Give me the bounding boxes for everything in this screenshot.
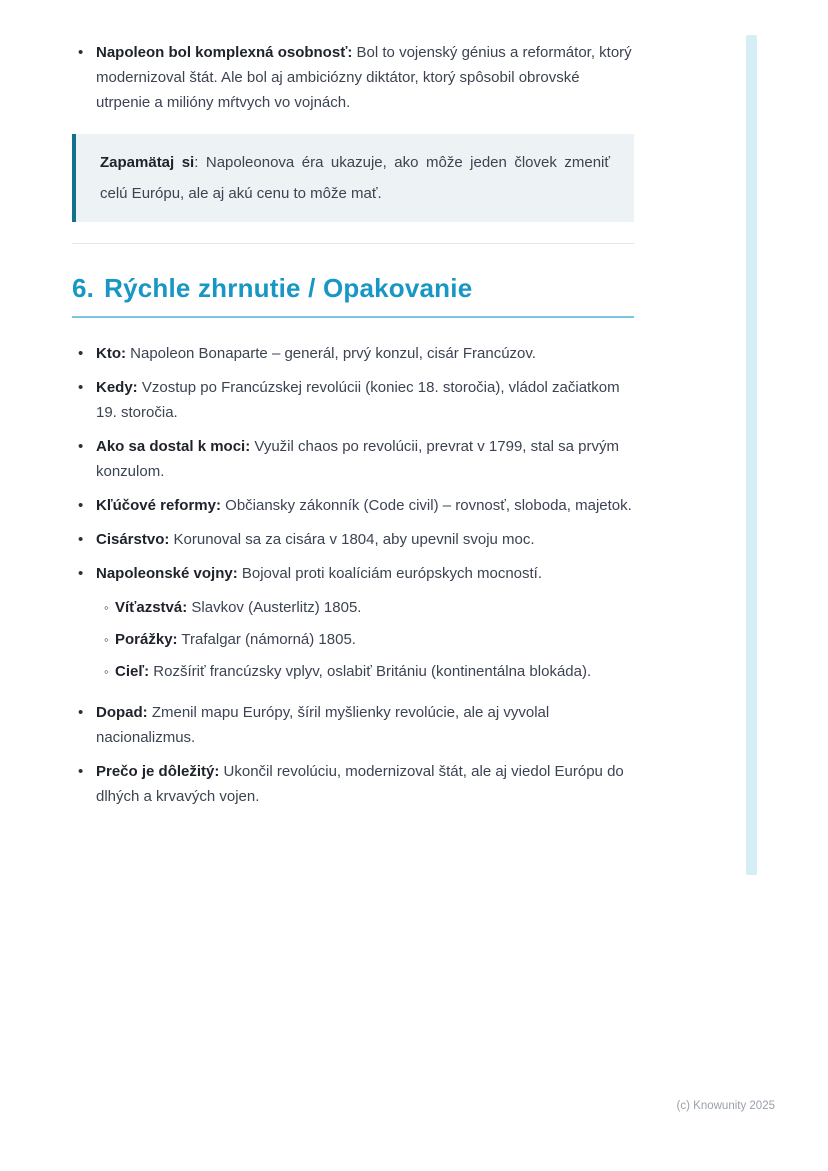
bullet-icon: • [78, 438, 84, 455]
item-text: Slavkov (Austerlitz) 1805. [187, 599, 362, 616]
item-text: Napoleon Bonaparte – generál, prvý konzul, cisár Francúzov. [126, 345, 536, 362]
circle-bullet-icon: ◦ [104, 600, 109, 615]
circle-bullet-icon: ◦ [104, 632, 109, 647]
document-content [72, 40, 634, 818]
item-label: Kľúčové reformy: [96, 497, 221, 514]
item-label: Kedy: [96, 379, 138, 396]
page-edge-bar [746, 35, 757, 875]
summary-section [72, 341, 634, 809]
bullet-icon: • [78, 565, 84, 582]
item-text: Rozšíriť francúzsky vplyv, oslabiť Britániu (kontinentálna blokáda). [149, 663, 592, 680]
bullet-icon: • [78, 763, 84, 780]
item-label: Porážky: [115, 631, 178, 648]
list-item [72, 40, 634, 115]
item-text: Bojoval proti koalíciám európskych mocností. [237, 565, 543, 582]
callout-label: Zapamätaj si [100, 154, 195, 171]
summary-list [72, 341, 634, 809]
item-label: Víťazstvá: [115, 599, 188, 616]
item-text: Korunoval sa za cisára v 1804, aby upevnil svoju moc. [169, 531, 535, 548]
item-label: Kto: [96, 345, 126, 362]
callout-text: : Napoleonova éra ukazuje, ako môže jeden človek zmeniť celú Európu, ale aj akú cenu to môže mať. [100, 154, 610, 202]
section-number: 6. [72, 273, 95, 303]
sub-list-item [97, 627, 634, 652]
section-title-text: Rýchle zhrnutie / Opakovanie [104, 273, 473, 303]
list-item [72, 375, 634, 425]
item-text: Občiansky zákonník (Code civil) – rovnosť, sloboda, majetok. [220, 497, 632, 514]
list-item [72, 434, 634, 484]
item-label: Cieľ: [115, 663, 150, 680]
heading-underline [72, 316, 634, 318]
list-item [72, 759, 634, 809]
bullet-icon: • [78, 704, 84, 721]
item-text: Trafalgar (námorná) 1805. [177, 631, 356, 648]
footer-copyright: (c) Knowunity 2025 [676, 1100, 775, 1112]
item-label: Ako sa dostal k moci: [96, 438, 251, 455]
item-label: Napoleon bol komplexná osobnosť: [96, 44, 353, 61]
item-label: Napoleonské vojny: [96, 565, 238, 582]
bullet-icon: • [78, 497, 84, 514]
item-text: Bol to vojenský génius a reformátor, ktorý modernizoval štát. Ale bol aj ambiciózny diktátor, ktorý spôsobil obrovské utrpenie a milióny mŕtvych vo vojnách. [96, 44, 632, 111]
sub-list-item [97, 595, 634, 620]
item-label: Dopad: [96, 704, 148, 721]
callout-box [72, 134, 634, 222]
item-label: Prečo je dôležitý: [96, 763, 220, 780]
bullet-icon: • [78, 345, 84, 362]
section-heading [72, 273, 634, 303]
sub-list-item [97, 659, 634, 684]
intro-list [72, 40, 634, 115]
section-divider [72, 243, 634, 244]
item-label: Cisárstvo: [96, 531, 170, 548]
list-item [72, 700, 634, 750]
list-item [72, 341, 634, 366]
list-item [72, 493, 634, 518]
item-text: Využil chaos po revolúcii, prevrat v 1799, stal sa prvým konzulom. [96, 438, 619, 480]
list-item [72, 561, 634, 586]
bullet-icon: • [78, 531, 84, 548]
item-text: Vzostup po Francúzskej revolúcii (koniec 18. storočia), vládol začiatkom 19. storočia. [96, 379, 620, 421]
item-text: Ukončil revolúciu, modernizoval štát, ale aj viedol Európu do dlhých a krvavých vojen. [96, 763, 624, 805]
item-text: Zmenil mapu Európy, šíril myšlienky revolúcie, ale aj vyvolal nacionalizmus. [96, 704, 550, 746]
bullet-icon: • [78, 44, 84, 61]
list-item [72, 527, 634, 552]
bullet-icon: • [78, 379, 84, 396]
circle-bullet-icon: ◦ [104, 664, 109, 679]
intro-paragraph [96, 40, 634, 115]
callout-paragraph [100, 147, 610, 209]
